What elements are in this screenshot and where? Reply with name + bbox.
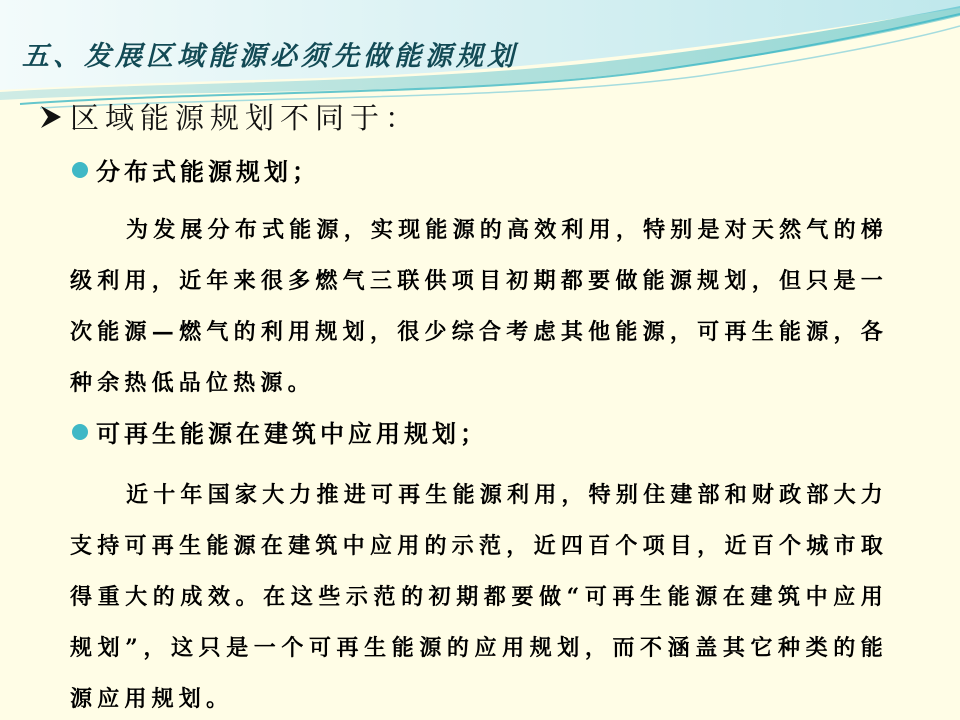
bullet-label: 可再生能源在建筑中应用规划； — [96, 419, 488, 448]
bullet-distributed-energy — [72, 152, 320, 187]
bullet-label: 分布式能源规划； — [96, 157, 320, 186]
subheading-text: 区域能源规划不同于： — [70, 101, 421, 135]
bullet-renewable-energy — [72, 414, 488, 449]
subheading — [38, 96, 420, 137]
slide-title: 五、发展区域能源必须先做能源规划 — [22, 41, 518, 72]
circle-bullet-icon — [72, 162, 88, 178]
paragraph-renewable-energy: 近十年国家大力推进可再生能源利用，特别住建部和财政部大力支持可再生能源在建筑中应用的示范，近四百个项目，近百个城市取得重大的成效。在这些示范的初期都要做“可再生能源在建筑中应用规划”，这只是一个可再生能源的应用规划，而不涵盖其它种类的能源应用规划。 — [70, 482, 888, 712]
circle-bullet-icon — [72, 424, 88, 440]
paragraph-distributed-energy: 为发展分布式能源，实现能源的高效利用，特别是对天然气的梯级利用，近年来很多燃气三联供项目初期都要做能源规划，但只是一次能源—燃气的利用规划，很少综合考虑其他能源，可再生能源，各种余热低品位热源。 — [70, 217, 888, 396]
arrowhead-icon — [38, 104, 64, 130]
